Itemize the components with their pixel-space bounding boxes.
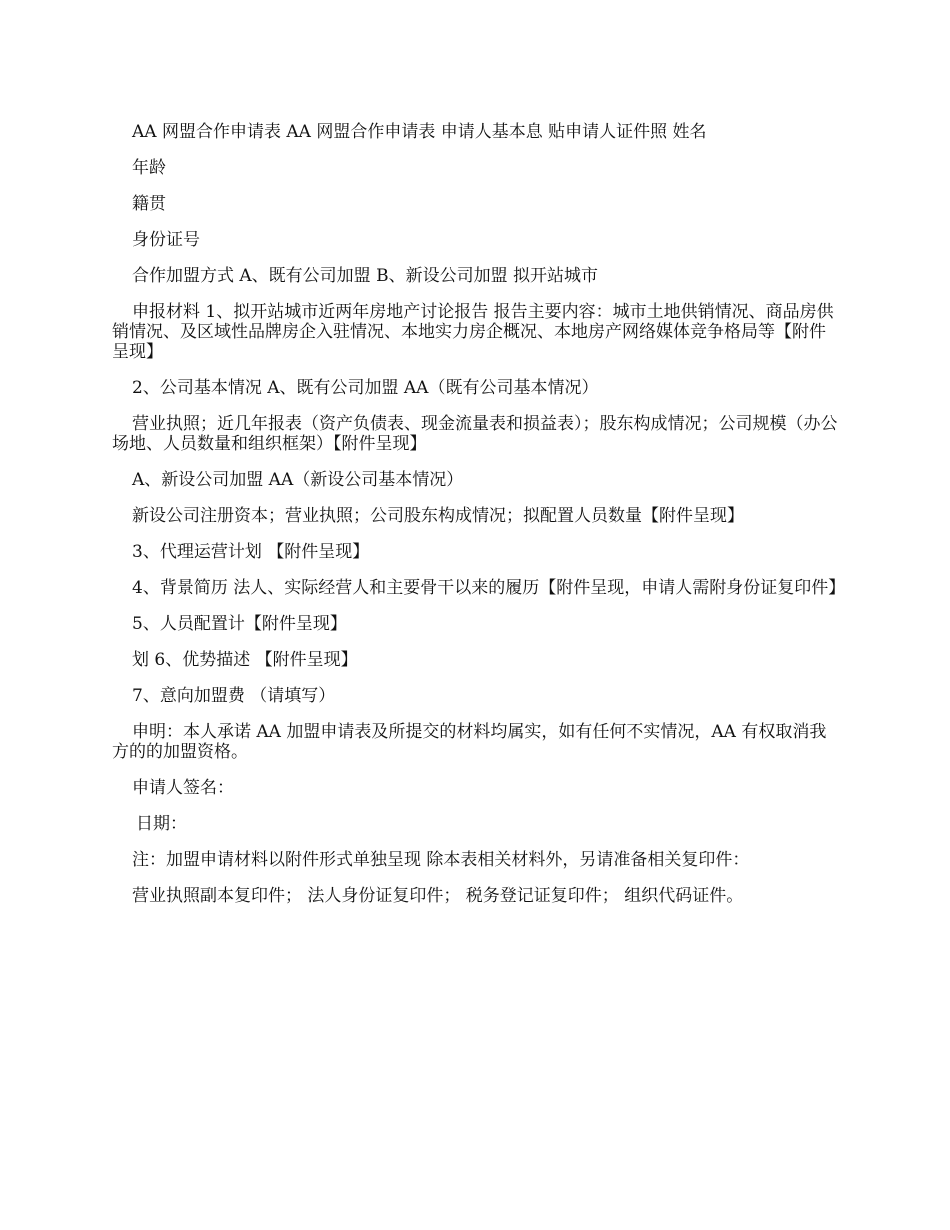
paragraph-date: 日期：: [136, 814, 187, 834]
paragraph-id-number: 身份证号: [132, 230, 200, 250]
paragraph-cooperation-mode: 合作加盟方式 A、既有公司加盟 B、新设公司加盟 拟开站城市: [132, 266, 598, 286]
paragraph-title-line: AA 网盟合作申请表 AA 网盟合作申请表 申请人基本息 贴申请人证件照 姓名: [132, 122, 707, 142]
paragraph-staffing: 5、人员配置计【附件呈现】: [132, 614, 347, 634]
paragraph-background: 4、背景简历 法人、实际经营人和主要骨干以来的履历【附件呈现，申请人需附身份证复印件】: [132, 578, 846, 598]
paragraph-native-place: 籍贯: [132, 194, 166, 214]
paragraph-note: 注：加盟申请材料以附件形式单独呈现 除本表相关材料外，另请准备相关复印件：: [132, 850, 750, 870]
paragraph-materials-1: 申报材料 1、拟开站城市近两年房地产讨论报告 报告主要内容：城市土地供销情况、商品房供销情况、及区域性品牌房企入驻情况、本地实力房企概况、本地房产网络媒体竞争格局等【附件呈现】: [112, 302, 834, 362]
paragraph-business-license: 营业执照；近几年报表（资产负债表、现金流量表和损益表）；股东构成情况；公司规模（办公场地、人员数量和组织框架）【附件呈现】: [112, 414, 838, 454]
document-body: [112, 122, 846, 922]
paragraph-copies: 营业执照副本复印件； 法人身份证复印件； 税务登记证复印件； 组织代码证件。: [132, 886, 744, 906]
paragraph-declaration: 申明：本人承诺 AA 加盟申请表及所提交的材料均属实，如有任何不实情况，AA 有权取消我方的的加盟资格。: [112, 722, 827, 762]
paragraph-new-company: A、新设公司加盟 AA（新设公司基本情况）: [132, 470, 464, 490]
paragraph-operation-plan: 3、代理运营计划 【附件呈现】: [132, 542, 370, 562]
paragraph-franchise-fee: 7、意向加盟费 （请填写）: [132, 686, 336, 706]
paragraph-advantages: 划 6、优势描述 【附件呈现】: [132, 650, 358, 670]
paragraph-company-info: 2、公司基本情况 A、既有公司加盟 AA（既有公司基本情况）: [132, 378, 599, 398]
paragraph-signature: 申请人签名：: [132, 778, 234, 798]
paragraph-age: 年龄: [132, 158, 166, 178]
paragraph-new-company-details: 新设公司注册资本；营业执照；公司股东构成情况；拟配置人员数量【附件呈现】: [132, 506, 744, 526]
